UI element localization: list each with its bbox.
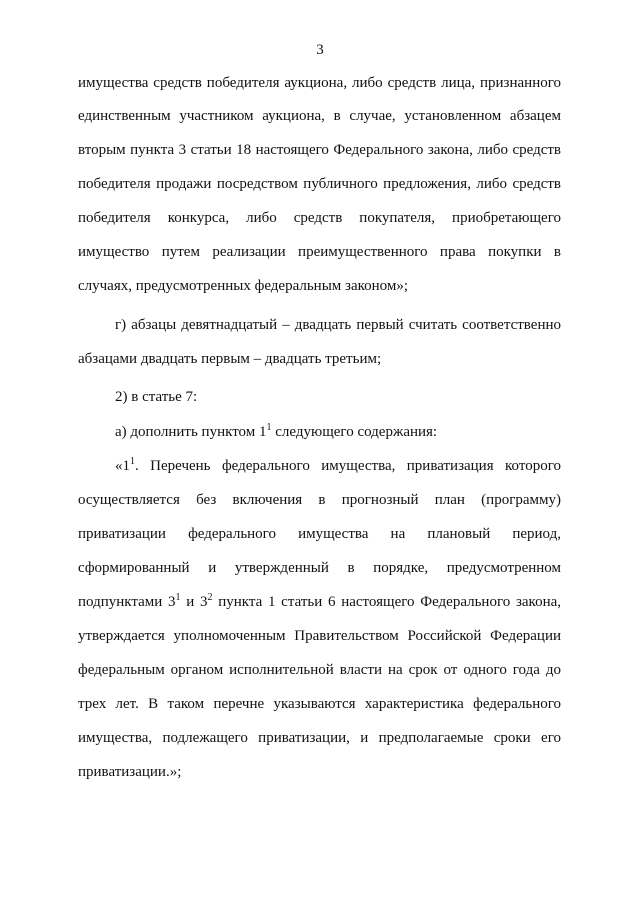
superscript: 2	[207, 592, 213, 603]
text-run: следующего содержания:	[271, 424, 438, 440]
text-line	[115, 423, 561, 441]
text-line: победителя продажи посредством публичного предложения, либо средств	[78, 176, 561, 192]
text-line: утверждается уполномоченным Правительством Российской Федерации	[78, 628, 561, 644]
text-run: пункта 1 статьи 6 настоящего Федерального закона,	[212, 594, 562, 610]
text-line: приватизации.»;	[78, 764, 182, 780]
superscript: 1	[175, 592, 181, 603]
text-line: победителя конкурса, либо средств покупателя, приобретающего	[78, 210, 561, 226]
text-line: имущества, подлежащего приватизации, и предполагаемые сроки его	[78, 730, 561, 746]
text-line	[78, 593, 561, 611]
text-line: единственным участником аукциона, в случае, установленном абзацем	[78, 108, 561, 124]
text-line: имущество путем реализации преимущественного права покупки в	[78, 244, 561, 260]
text-run: . Перечень федерального имущества, приватизация которого	[135, 458, 561, 474]
text-line: сформированный и утвержденный в порядке, предусмотренном	[78, 560, 561, 576]
page-number: 3	[316, 42, 324, 58]
text-run: и 3	[180, 594, 208, 610]
text-line: имущества средств победителя аукциона, либо средств лица, признанного	[78, 75, 561, 91]
text-run: а) дополнить пунктом 1	[115, 424, 267, 440]
text-line: приватизации федерального имущества на плановый период,	[78, 526, 561, 542]
text-line: 2) в статье 7:	[115, 389, 198, 405]
superscript: 1	[266, 422, 272, 433]
text-line: федеральным органом исполнительной власти на срок от одного года до	[78, 662, 561, 678]
superscript: 1	[130, 456, 135, 467]
text-line: абзацами двадцать первым – двадцать третьим;	[78, 351, 382, 367]
text-run: подпунктами 3	[78, 594, 176, 610]
text-line: осуществляется без включения в прогнозный план (программу)	[78, 492, 561, 508]
text-line: г) абзацы девятнадцатый – двадцать первый считать соответственно	[115, 317, 561, 333]
text-line: вторым пункта 3 статьи 18 настоящего Федерального закона, либо средств	[78, 142, 561, 158]
text-run: «1	[115, 458, 130, 474]
text-line	[115, 457, 561, 475]
text-line: случаях, предусмотренных федеральным законом»;	[78, 278, 409, 294]
text-line: трех лет. В таком перечне указываются характеристика федерального	[78, 696, 561, 712]
